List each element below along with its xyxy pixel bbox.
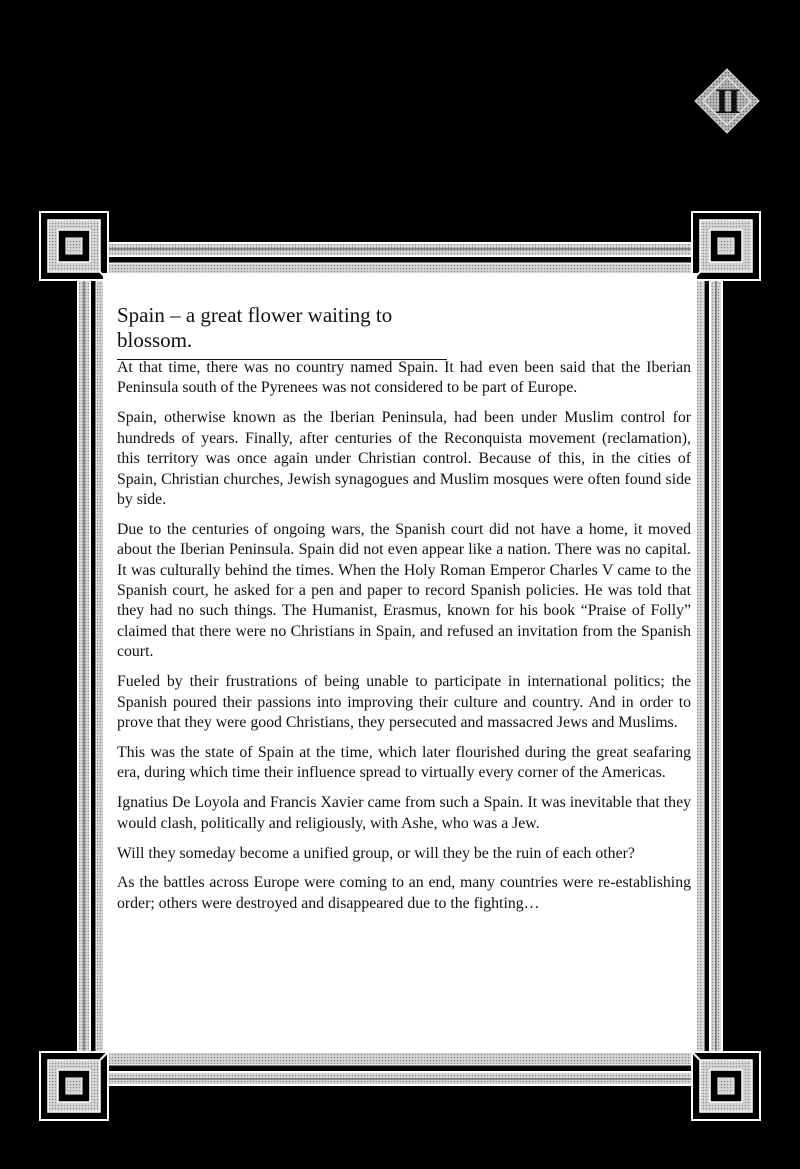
corner-ornament: [688, 212, 760, 284]
paragraph: Fueled by their frustrations of being unable to participate in international politics; the Spanish poured their passions into improving their culture and country. And in order to prove that they were good Christians, they persecuted and massacred Jews and Muslims.: [117, 673, 691, 731]
paragraph: This was the state of Spain at the time, which later flourished during the great seafaring era, during which time their influence spread to virtually every corner of the Americas.: [117, 743, 691, 782]
paragraph: Will they someday become a unified group, or will they be the ruin of each other?: [117, 844, 635, 862]
chapter-numeral: II: [714, 81, 740, 121]
paragraph: At that time, there was no country named Spain. It had even been said that the Iberian Peninsula south of the Pyrenees was not considered to be part of Europe.: [117, 359, 691, 397]
paragraph: As the battles across Europe were coming to an end, many countries were re-establishing order; others were destroyed and disappeared due to the fighting…: [117, 874, 691, 912]
body-text: [117, 358, 691, 924]
paragraph: Spain, otherwise known as the Iberian Peninsula, had been under Muslim control for hundreds of years. Finally, after centuries of the Reconquista movement (reclamation), this territory was once again under Christian control. Because of this, in the cities of Spain, Christian churches, Jewish synagogues and Muslim mosques were often found side by side.: [117, 409, 691, 508]
paragraph: Ignatius De Loyola and Francis Xavier came from such a Spain. It was inevitable that they would clash, politically and religiously, with Ashe, who was a Jew.: [117, 794, 691, 832]
corner-ornament: [40, 1048, 112, 1120]
corner-ornament: [40, 212, 112, 284]
section-heading: Spain – a great flower waiting to blossom.: [117, 303, 447, 360]
corner-ornament: [688, 1048, 760, 1120]
paragraph: Due to the centuries of ongoing wars, the Spanish court did not have a home, it moved about the Iberian Peninsula. Spain did not even appear like a nation. There was no capital. It was culturally behind the times. When the Holy Roman Emperor Charles V came to the Spanish court, he asked for a pen and paper to record Spanish policies. He was told that they had no such things. The Humanist, Erasmus, known for his book “Praise of Folly” claimed that there were no Christians in Spain, and refused an invitation from the Spanish court.: [117, 520, 691, 661]
